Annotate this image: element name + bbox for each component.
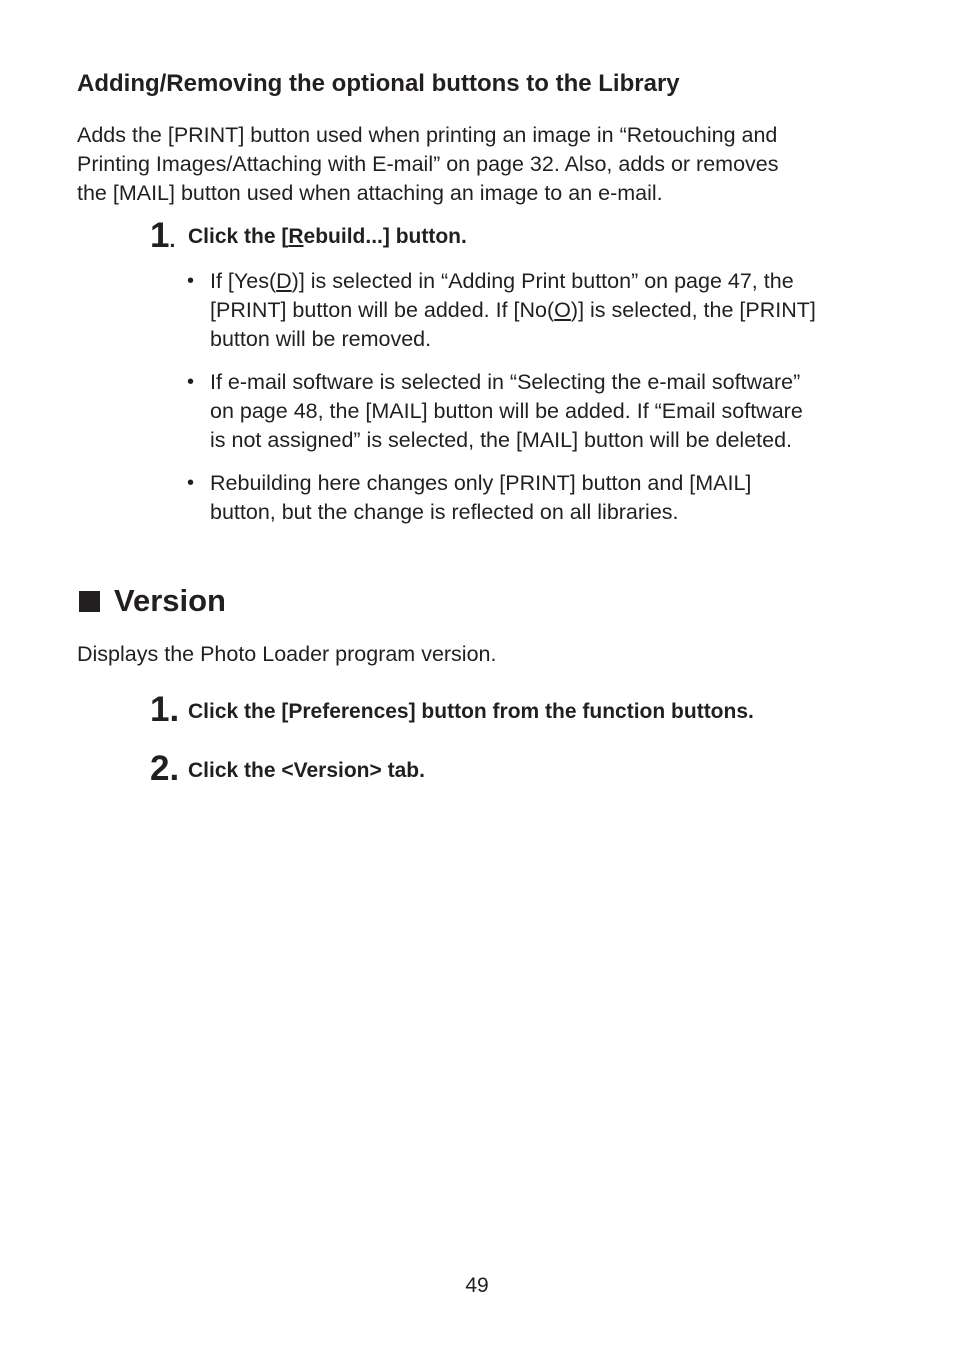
bullet-line: button will be removed. xyxy=(210,327,432,351)
step-rebuild-text xyxy=(188,225,467,249)
intro-line: the [MAIL] button used when attaching an image to an e-mail. xyxy=(77,181,663,205)
bullet-marker: • xyxy=(187,270,195,292)
bullet-line: on page 48, the [MAIL] button will be added. If “Email software xyxy=(210,399,803,423)
bullet-line xyxy=(210,267,816,296)
bullet-text-part: )] is selected in “Adding Print button” on page 47, the xyxy=(291,269,794,293)
step-rebuild xyxy=(150,218,175,253)
bullet-line: Rebuilding here changes only [PRINT] button and [MAIL] xyxy=(210,471,752,495)
intro-line: Printing Images/Attaching with E-mail” on page 32. Also, adds or removes xyxy=(77,152,779,176)
subsection-heading: Adding/Removing the optional buttons to the Library xyxy=(77,70,680,97)
bullet-text-mnemonic: O xyxy=(554,298,571,322)
section-title: Version xyxy=(114,583,226,618)
step-number-dot: . xyxy=(169,229,176,252)
bullet-marker: • xyxy=(187,371,195,393)
bullet-item xyxy=(210,368,803,455)
step-preferences-text: Click the [Preferences] button from the function buttons. xyxy=(188,700,754,723)
bullet-text-part: )] is selected, the [PRINT] xyxy=(570,298,816,322)
bullet-line: is not assigned” is selected, the [MAIL] button will be deleted. xyxy=(210,428,793,452)
bullet-line: button, but the change is reflected on all libraries. xyxy=(210,500,679,524)
bullet-text-part: If [Yes( xyxy=(210,269,277,293)
step-version-tab-text: Click the <Version> tab. xyxy=(188,759,425,782)
bullet-text-part: [PRINT] button will be added. If [No( xyxy=(210,298,555,322)
bullet-line xyxy=(210,296,816,325)
step-text-part: Click the [ xyxy=(188,225,289,248)
step-number: 1. xyxy=(150,690,180,729)
intro-paragraph xyxy=(77,121,779,208)
step-text-part: ebuild...] button. xyxy=(303,225,467,248)
step-number: 1 xyxy=(150,216,170,255)
page-number: 49 xyxy=(465,1274,489,1297)
version-description: Displays the Photo Loader program version. xyxy=(77,642,497,666)
bullet-line: If e-mail software is selected in “Selecting the e-mail software” xyxy=(210,370,801,394)
step-number: 2. xyxy=(150,749,180,788)
intro-line: Adds the [PRINT] button used when printing an image in “Retouching and xyxy=(77,123,778,147)
bullet-item xyxy=(210,267,816,354)
step-text-mnemonic: R xyxy=(288,225,304,248)
bullet-marker: • xyxy=(187,472,195,494)
bullet-item xyxy=(210,469,751,527)
bullet-text-mnemonic: D xyxy=(276,269,292,293)
section-square-icon xyxy=(79,591,100,612)
